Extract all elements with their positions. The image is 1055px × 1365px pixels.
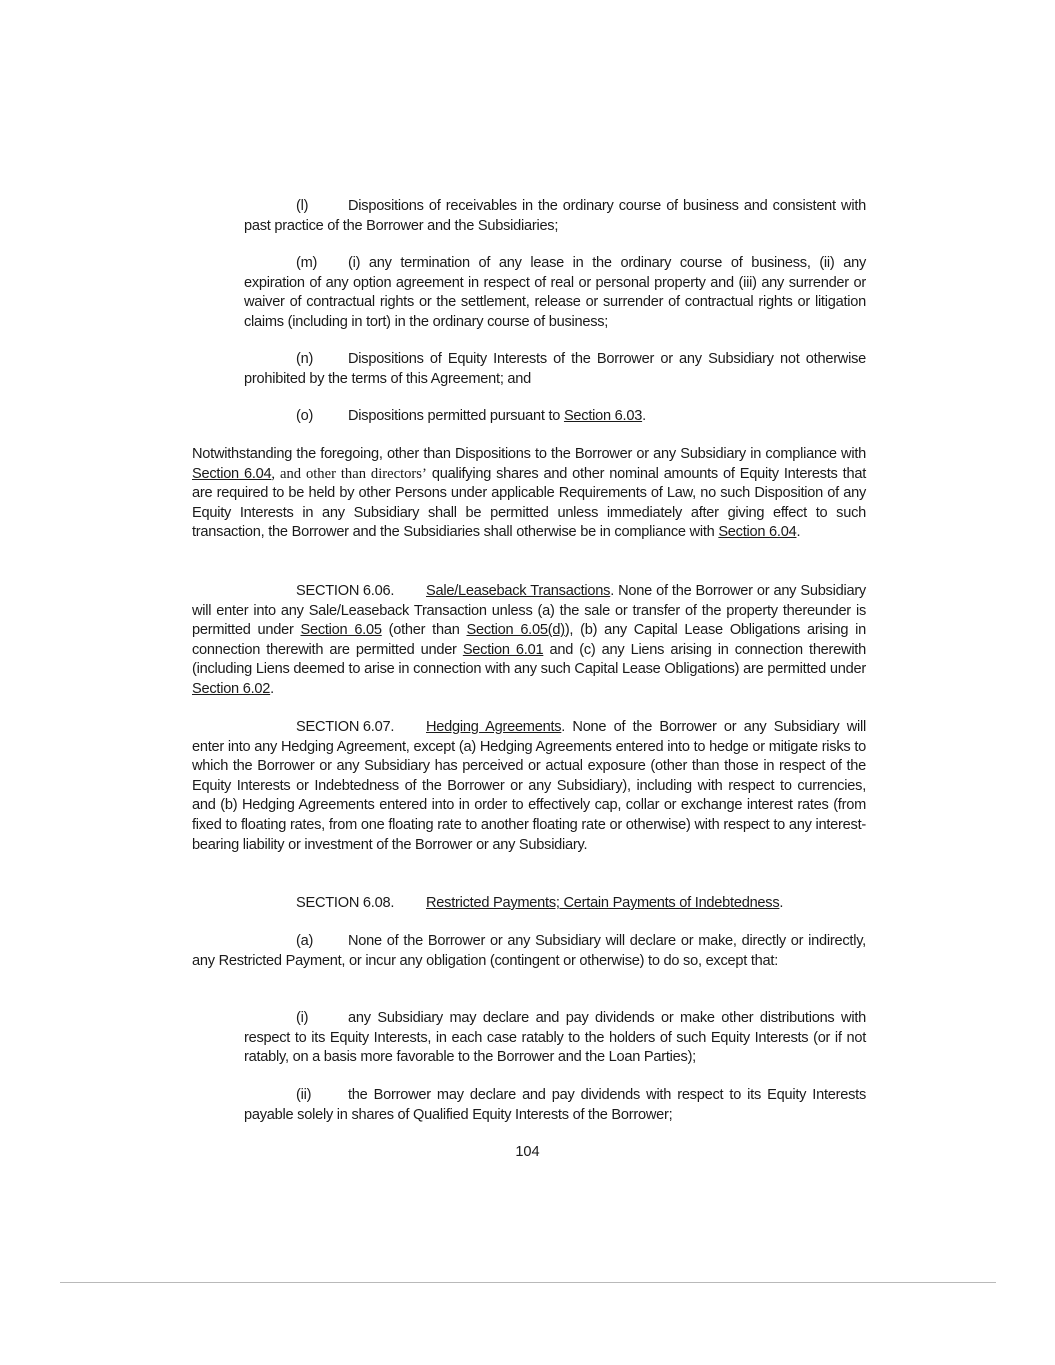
clause-text: the Borrower may declare and pay dividends with respect to its Equity Interests payable solely in shares of Qualified Equity Interests of the Borrower; (244, 1087, 866, 1123)
section-number: SECTION 6.07. (296, 719, 395, 735)
footer-divider (60, 1282, 996, 1283)
section-heading: Hedging Agreements (426, 719, 562, 735)
section-text: . None of the Borrower or any Subsidiary will enter into any Sale/Leaseback Transaction unless (a) the sale or transfer of the property thereunder is permitted under (192, 583, 866, 639)
section-6-07 (192, 718, 866, 855)
clause-o (244, 407, 866, 427)
section-6-08 (192, 894, 866, 914)
section-heading: Restricted Payments; Certain Payments of Indebtedness (426, 895, 780, 911)
clause-text-end: . (642, 408, 646, 424)
clause-text: Dispositions of receivables in the ordinary course of business and consistent with past practice of the Borrower and the Subsidiaries; (244, 198, 866, 234)
paragraph-text: Notwithstanding the foregoing, other than Dispositions to the Borrower or any Subsidiary in compliance with (192, 446, 866, 462)
section-reference: Section 6.02 (192, 680, 271, 697)
clause-6-08-a (192, 932, 866, 971)
clause-l (244, 197, 866, 236)
section-number: SECTION 6.08. (296, 895, 395, 911)
section-reference: Section 6.04 (718, 524, 797, 541)
clause-6-08-a-i (244, 1009, 866, 1068)
section-heading: Sale/Leaseback Transactions (426, 583, 611, 599)
clause-label: (a) (296, 933, 314, 949)
clause-text: Dispositions of Equity Interests of the Borrower or any Subsidiary not otherwise prohibited by the terms of this Agreement; and (244, 351, 866, 387)
notwithstanding-paragraph (192, 445, 866, 543)
section-reference: Section 6.01 (462, 641, 544, 658)
paragraph-text-end: . (796, 524, 801, 541)
clause-n (244, 350, 866, 389)
clause-6-08-a-ii (244, 1086, 866, 1125)
page-number: 104 (515, 1144, 540, 1160)
section-text: and (c) any Liens arising in connection therewith (including Liens deemed to arise in connection with any such Capital Lease Obligations) are permitted under (192, 641, 866, 678)
section-reference: Section 6.03 (563, 408, 643, 424)
section-number: SECTION 6.06. (296, 583, 395, 599)
paragraph-text-serif: , and other than directors’ (271, 465, 427, 482)
clause-label: (l) (296, 198, 309, 214)
section-text-end: . (779, 895, 784, 911)
clause-text: Dispositions permitted pursuant to (348, 408, 564, 424)
section-text-end: . (270, 680, 274, 697)
section-text: . None of the Borrower or any Subsidiary will enter into any Hedging Agreement, except (a) Hedging Agreements entered into to hedge or mitigate risks to which the Borrower or any Subsidiary has perceived or actual exposure (other than those in respect of the Equity Interests or Indebtedness of the Borrower or any Subsidiary), including with respect to currencies, and (b) Hedging Agreements entered into in order to effectively cap, collar or exchange interest rates (from fixed to floating rates, from one floating rate to another floating rate or otherwise) with respect to any interest-bearing liability or investment of the Borrower or any Subsidiary. (192, 719, 866, 853)
clause-label: (i) (296, 1010, 309, 1026)
section-reference: Section 6.05(d) (466, 622, 565, 639)
section-reference: Section 6.05 (300, 622, 382, 639)
clause-text: any Subsidiary may declare and pay dividends or make other distributions with respect to its Equity Interests, in each case ratably to the holders of such Equity Interests (or if not ratably, on a basis more favorable to the Borrower and the Loan Parties); (244, 1010, 866, 1066)
clause-m (244, 254, 866, 332)
section-text: (other than (381, 622, 467, 639)
section-text: ), (b) any Capital Lease Obligations arising in connection therewith are permitted under (192, 622, 866, 658)
clause-label: (o) (296, 408, 314, 424)
clause-label: (m) (296, 255, 318, 271)
clause-label: (n) (296, 351, 314, 367)
clause-label: (ii) (296, 1087, 312, 1103)
section-6-06 (192, 582, 866, 700)
clause-text: None of the Borrower or any Subsidiary will declare or make, directly or indirectly, any Restricted Payment, or incur any obligation (contingent or otherwise) to do so, except that: (192, 933, 866, 969)
paragraph-text: qualifying shares and other nominal amounts of Equity Interests that are required to be held by other Persons under applicable Requirements of Law, no such Disposition of any Equity Interests in any Subsidiary shall be permitted unless immediately after giving effect to such transaction, the Borrower and the Subsidiaries shall otherwise be in compliance with (192, 465, 866, 541)
section-reference: Section 6.04 (192, 465, 272, 482)
clause-text: (i) any termination of any lease in the ordinary course of business, (ii) any expiration of any option agreement in respect of real or personal property and (iii) any surrender or waiver of contractual rights or the settlement, release or surrender of contractual rights or litigation claims (including in tort) in the ordinary course of business; (244, 255, 866, 330)
